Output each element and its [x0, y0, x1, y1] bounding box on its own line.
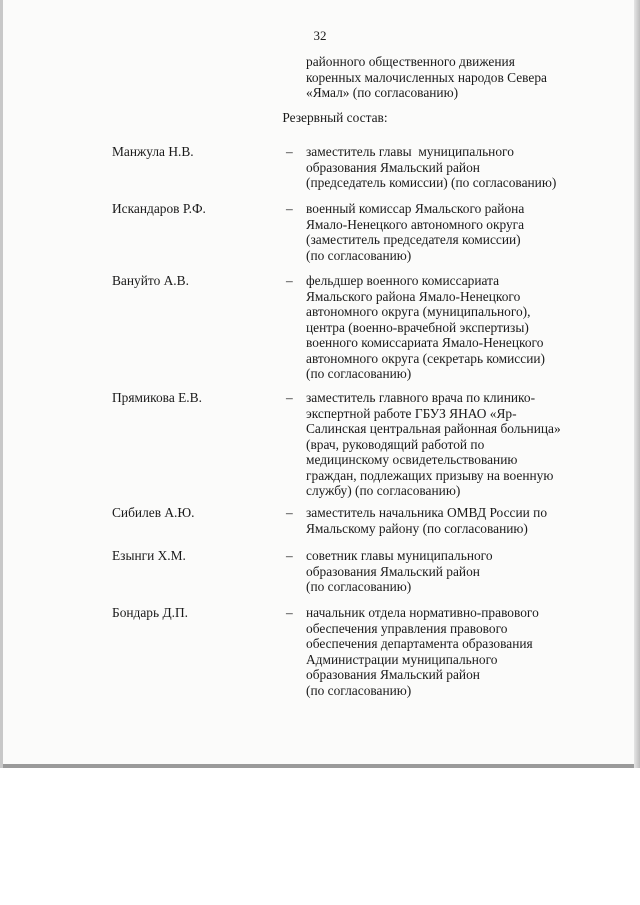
member-dash: –	[286, 548, 293, 563]
member-dash: –	[286, 201, 293, 216]
member-name: Бондарь Д.П.	[112, 605, 188, 620]
member-role: заместитель главного врача по клинико- экспертной работе ГБУЗ ЯНАО «Яр- Салинская центральная районная больница» (врач, руководящий работой по медицинскому освидетельствованию граждан, подлежащих призыву на военную службу) (по согласованию)	[306, 390, 561, 498]
member-dash: –	[286, 273, 293, 288]
member-name: Езынги Х.М.	[112, 548, 186, 563]
member-role: заместитель главы муниципального образования Ямальский район (председатель комиссии) (по согласованию)	[306, 144, 557, 190]
member-name: Вануйто А.В.	[112, 273, 189, 288]
member-role: советник главы муниципального образования Ямальский район (по согласованию)	[306, 548, 493, 594]
member-dash: –	[286, 390, 293, 405]
member-name: Прямикова Е.В.	[112, 390, 202, 405]
member-name: Сибилев А.Ю.	[112, 505, 195, 520]
member-dash: –	[286, 505, 293, 520]
member-dash: –	[286, 605, 293, 620]
page-number: 32	[313, 28, 327, 43]
member-name: Манжула Н.В.	[112, 144, 194, 159]
member-role: начальник отдела нормативно-правового обеспечения управления правового обеспечения департамента образования Администрации муниципального образования Ямальский район (по согласованию)	[306, 605, 539, 698]
member-name: Искандаров Р.Ф.	[112, 201, 206, 216]
reserve-heading: Резервный состав:	[282, 110, 388, 125]
member-role: военный комиссар Ямальского района Ямало-Ненецкого автономного округа (заместитель председателя комиссии) (по согласованию)	[306, 201, 525, 263]
member-dash: –	[286, 144, 293, 159]
intro-text: районного общественного движения коренных малочисленных народов Севера «Ямал» (по согласованию)	[306, 54, 548, 100]
member-role: заместитель начальника ОМВД России по Ямальскому району (по согласованию)	[306, 505, 548, 536]
member-role: фельдшер военного комиссариата Ямальского района Ямало-Ненецкого автономного округа (муниципального), центра (военно-врачебной экспертизы) военного комиссариата Ямало-Ненецкого автономного округа (секретарь комиссии) (по согласованию)	[306, 273, 545, 381]
